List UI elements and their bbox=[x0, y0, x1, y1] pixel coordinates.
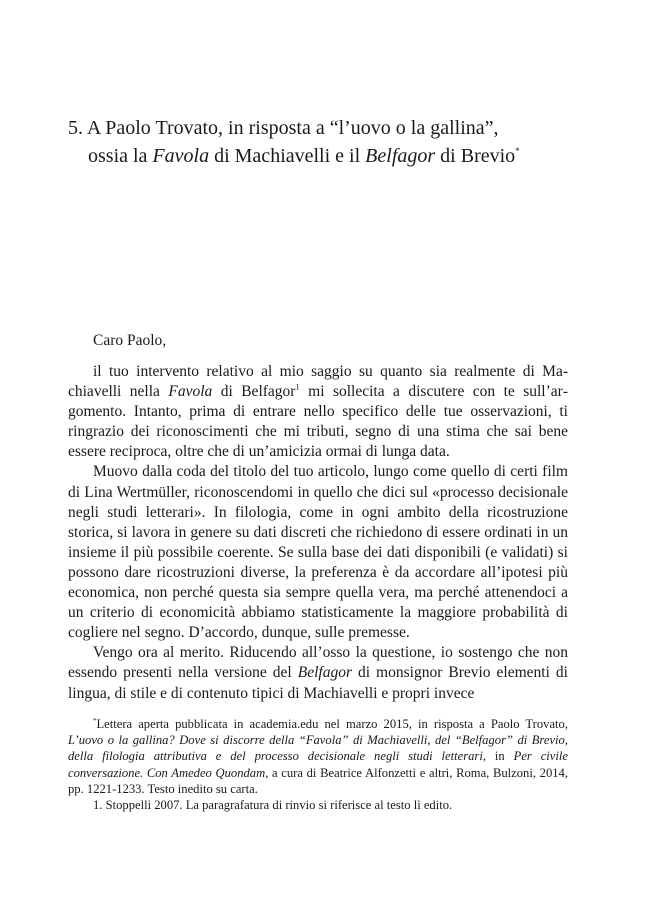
paragraph-text: Vengo ora al merito. Riducendo all’osso la questione, io sostengo che non essendo presenti nella versione del bbox=[68, 644, 568, 682]
footnote-star-mark: * bbox=[515, 145, 520, 156]
chapter-title-text: A Paolo Trovato, in risposta a “l’uovo o la gallina”, bbox=[86, 117, 499, 139]
paragraph-text: mi sollecita a discutere con te sull’argomento. Intanto, prima di entrare nello specifico delle tue osservazioni, ti ringrazio dei riconoscimenti che mi tributi, segno di una stima che sai bene essere reciproca, oltre che di un’amicizia ormai di lunga data. bbox=[68, 383, 568, 461]
paragraph-text: di monsignor Brevio elementi di lingua, di stile e di contenuto tipici di Machiavelli e propri invece bbox=[68, 664, 568, 702]
footnote-star-marker: * bbox=[93, 717, 97, 725]
title-text: ossia la bbox=[88, 145, 153, 167]
title-italic-favola: Favola bbox=[152, 145, 210, 167]
footnote-italic-volume: Per civile conversazione. Con Amedeo Quondam bbox=[68, 749, 568, 780]
paragraph-3 bbox=[68, 643, 568, 703]
footnotes bbox=[68, 716, 568, 813]
title-text: di Brevio bbox=[435, 145, 516, 167]
title-text: di Machiavelli e il bbox=[209, 145, 366, 167]
letter-body bbox=[68, 362, 568, 704]
title-italic-belfagor: Belfagor bbox=[365, 145, 436, 167]
paragraph-2: Muovo dalla coda del titolo del tuo articolo, lungo come quello di certi film di Lina Wertmüller, riconoscendomi in quello che dici sul «processo decisionale negli studi letterari». In filologia, come in ogni ambito della ricostruzione storica, si lavora in genere su dati discreti che richiedono di essere ordinati in un insieme il più possibile coerente. Se sulla base dei dati disponibili (e validati) si possono dare ricostruzioni diverse, la preferenza è da accordare all’ipotesi più economica, non perché questa sia sempre quella vera, ma perché attenendoci a un criterio di economicità abbiamo statisticamente la maggiore probabilità di cogliere nel segno. D’accordo, dunque, sulle premesse. bbox=[68, 463, 568, 642]
italic-belfagor: Belfagor bbox=[297, 664, 352, 682]
chapter-title-line1 bbox=[68, 114, 588, 142]
paragraph-text: di Belfagor bbox=[212, 383, 296, 401]
footnote-text: , a cura di Beatrice Alfonzetti e altri, Roma, Bulzoni, 2014, pp. 1221-1233. Testo inedito su carta. bbox=[68, 765, 568, 796]
chapter-number: 5. bbox=[68, 117, 83, 139]
italic-favola: Favola bbox=[168, 383, 213, 401]
chapter-title-line2 bbox=[68, 142, 588, 170]
chapter-title bbox=[68, 114, 588, 170]
footnote-text: , in bbox=[482, 749, 514, 764]
paragraph-text: il tuo intervento relativo al mio saggio su quanto sia realmente di Machiavelli nella bbox=[68, 363, 568, 401]
footnote-ref-1: 1 bbox=[295, 381, 300, 392]
footnote-italic-title: L’uovo o la gallina? Dove si discorre della “Favola” di Machiavelli, del “Belfagor” di Brevio, della filologia attributiva e del processo decisionale negli studi letterari bbox=[68, 733, 568, 764]
paragraph-1 bbox=[68, 362, 568, 462]
footnote-star bbox=[68, 716, 568, 797]
letter-salutation: Caro Paolo, bbox=[93, 332, 167, 349]
footnote-1: 1. Stoppelli 2007. La paragrafatura di rinvio si riferisce al testo lì edito. bbox=[93, 798, 453, 813]
footnote-text: Lettera aperta pubblicata in academia.edu nel marzo 2015, in risposta a Paolo Trovato, bbox=[96, 717, 568, 731]
